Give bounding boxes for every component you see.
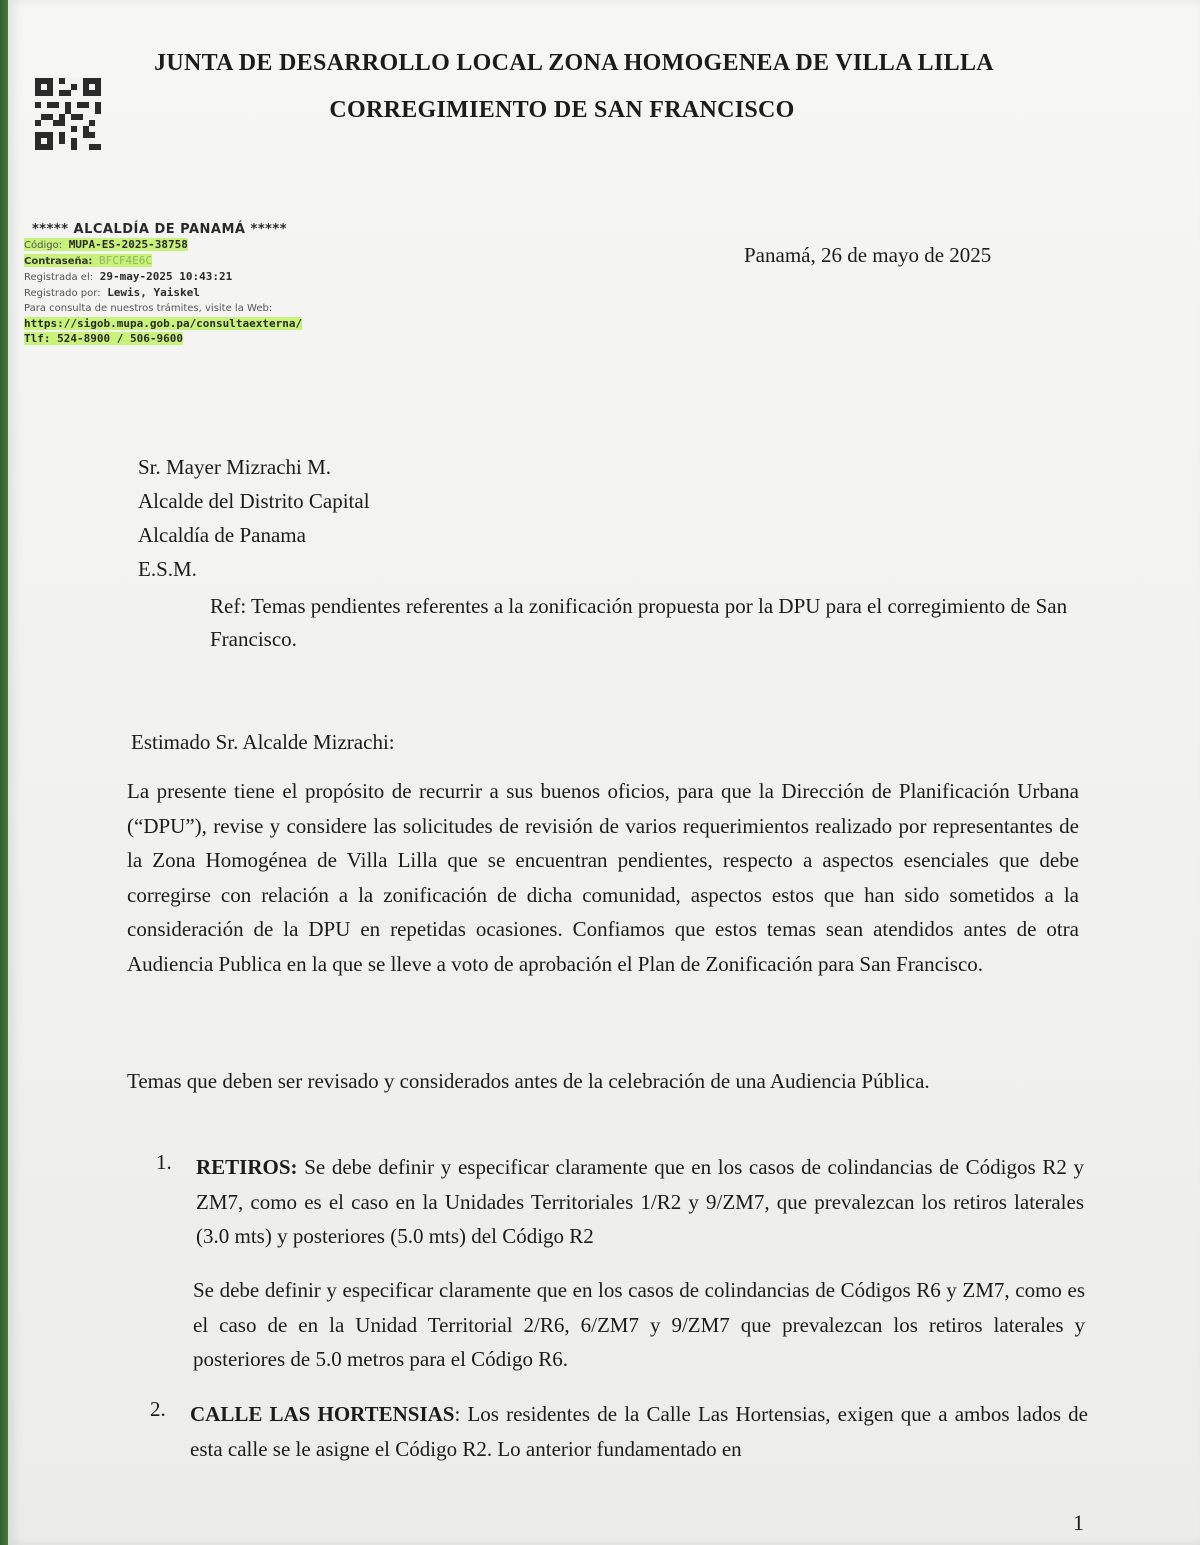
item-2	[190, 1397, 1088, 1466]
recipient-esm: E.S.M.	[138, 557, 197, 581]
stamp-registrada: 29-may-2025 10:43:21	[99, 270, 233, 283]
stamp-title: ***** ALCALDÍA DE PANAMÁ *****	[32, 222, 288, 237]
body-paragraph-1: La presente tiene el propósito de recurrir a sus buenos oficios, para que la Dirección de Planificación Urbana (“DPU”), revise y considere las solicitudes de revisión de varios requerimientos realizado por representantes de la Zona Homogénea de Villa Lilla que se encuentran pendientes, respecto a aspectos esenciales que debe corregirse con relación a la zonificación de dicha comunidad, aspectos estos que han sido sometidos a la consideración de la DPU en repetidas ocasiones. Confiamos que estos temas sean atendidos antes de otra Audiencia Publica en la que se lleve a voto de aprobación el Plan de Zonificación para San Francisco.	[127, 779, 1079, 976]
letter-date: Panamá, 26 de mayo de 2025	[744, 243, 992, 267]
item-2-text: : Los residentes de la Calle Las Hortensias, exigen que a ambos lados de esta calle se le asigne el Código R2. Lo anterior fundamentado en	[190, 1402, 1088, 1461]
recipient-title: Alcalde del Distrito Capital	[138, 489, 370, 513]
item-1-number: 1.	[156, 1150, 172, 1174]
item-1	[196, 1150, 1084, 1254]
stamp-contrasena-label: Contraseña:	[24, 256, 93, 267]
item-1-subparagraph: Se debe definir y especificar claramente que en los casos de colindancias de Códigos R6 y ZM7, como es el caso de en la Unidad Territorial 2/R6, 6/ZM7 y 9/ZM7 que prevalezcan los retiros laterales y posteriores de 5.0 metros para el Código R6.	[193, 1278, 1085, 1371]
item-1-heading: RETIROS:	[196, 1155, 298, 1179]
recipient-office: Alcaldía de Panama	[138, 523, 306, 547]
greeting: Estimado Sr. Alcalde Mizrachi:	[131, 730, 395, 754]
stamp-codigo: MUPA-ES-2025-38758	[68, 238, 188, 251]
stamp-registrada-label: Registrada el:	[24, 272, 94, 283]
reference-line: Ref: Temas pendientes referentes a la zonificación propuesta por la DPU para el corregimiento de San Francisco.	[210, 594, 1068, 651]
reception-stamp	[24, 222, 302, 346]
recipient-block	[138, 450, 370, 586]
recipient-name: Sr. Mayer Mizrachi M.	[138, 455, 332, 479]
body-paragraph-2: Temas que deben ser revisado y considerados antes de la celebración de una Audiencia Pública.	[127, 1069, 930, 1093]
stamp-registrado-por: Lewis, Yaiskel	[107, 286, 200, 299]
letterhead-subtitle: CORREGIMIENTO DE SAN FRANCISCO	[329, 97, 795, 123]
letterhead-title: JUNTA DE DESARROLLO LOCAL ZONA HOMOGENEA DE VILLA LILLA	[154, 50, 994, 76]
stamp-consulta: Para consulta de nuestros trámites, visite la Web:	[24, 303, 273, 314]
item-1-text: Se debe definir y especificar claramente que en los casos de colindancias de Códigos R2 y ZM7, como es el caso en la Unidades Territoriales 1/R2 y 9/ZM7, que prevalezcan los retiros laterales (3.0 mts) y posteriores (5.0 mts) del Código R2	[196, 1155, 1084, 1248]
stamp-tel: Tlf: 524-8900 / 506-9600	[24, 332, 183, 345]
item-2-number: 2.	[150, 1397, 166, 1421]
stamp-registrado-por-label: Registrado por:	[24, 288, 101, 299]
stamp-codigo-label: Código:	[24, 240, 63, 251]
item-2-heading: CALLE LAS HORTENSIAS	[190, 1402, 455, 1426]
stamp-contrasena: BFCF4E6C	[99, 254, 152, 267]
page-number: 1	[1073, 1510, 1084, 1535]
stamp-url[interactable]: https://sigob.mupa.gob.pa/consultaexterna/	[24, 317, 303, 330]
page-edge-shadow	[0, 0, 8, 1545]
